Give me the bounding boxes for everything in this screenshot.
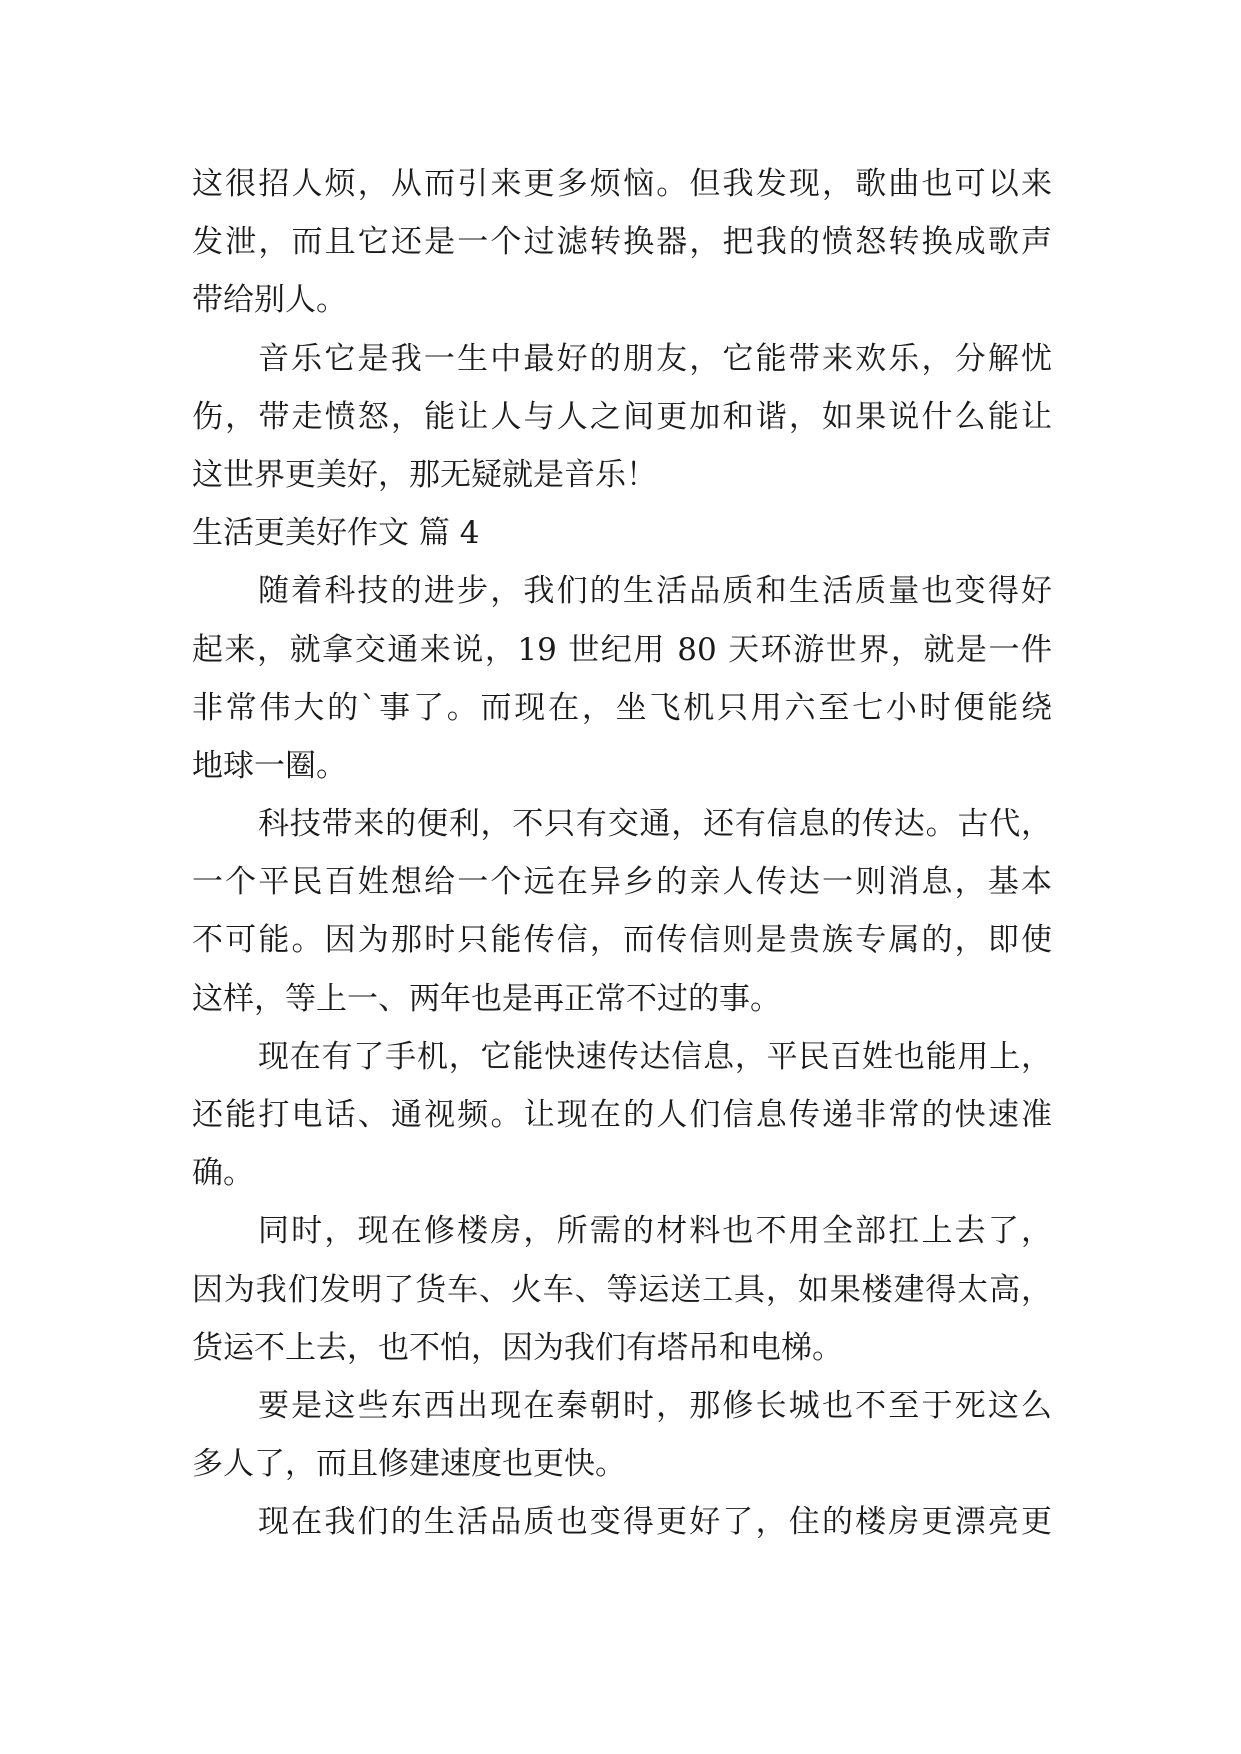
text-line: 还能打电话、通视频。让现在的人们信息传递非常的快速准 — [192, 1097, 1052, 1133]
text-line: 音乐它是我一生中最好的朋友，它能带来欢乐，分解忧 — [258, 340, 1052, 377]
text-line: 确。 — [192, 1155, 254, 1192]
text-line: 同时，现在修楼房，所需的材料也不用全部扛上去了， — [258, 1213, 1052, 1250]
text-line: 带给别人。 — [192, 282, 347, 319]
text-line: 货运不上去，也不怕，因为我们有塔吊和电梯。 — [192, 1329, 843, 1366]
essay-body — [192, 155, 1052, 1552]
text-line: 随着科技的进步，我们的生活品质和生活质量也变得好 — [258, 573, 1052, 610]
text-line: 这世界更美好，那无疑就是音乐！ — [192, 456, 657, 493]
text-line: 科技带来的便利，不只有交通，还有信息的传达。古代， — [258, 806, 1052, 843]
text-line: 现在我们的生活品质也变得更好了，住的楼房更漂亮更 — [258, 1504, 1052, 1541]
text-line: 一个平民百姓想给一个远在异乡的亲人传达一则消息，基本 — [192, 864, 1052, 901]
text-line: 这样，等上一、两年也是再正常不过的事。 — [192, 980, 781, 1017]
text-line: 因为我们发明了货车、火车、等运送工具，如果楼建得太高， — [192, 1271, 1052, 1308]
text-line: 起来，就拿交通来说，19 世纪用 80 天环游世界，就是一件 — [192, 631, 1052, 668]
section-heading: 生活更美好作文 篇 4 — [192, 515, 480, 552]
text-line: 要是这些东西出现在秦朝时，那修长城也不至于死这么 — [258, 1387, 1052, 1424]
text-line: 非常伟大的`事了。而现在，坐飞机只用六至七小时便能绕 — [192, 689, 1052, 726]
text-line: 不可能。因为那时只能传信，而传信则是贵族专属的，即使 — [192, 922, 1052, 959]
text-line: 伤，带走愤怒，能让人与人之间更加和谐，如果说什么能让 — [192, 398, 1052, 435]
text-line: 地球一圈。 — [192, 747, 347, 784]
text-line: 这很招人烦，从而引来更多烦恼。但我发现，歌曲也可以来 — [192, 166, 1052, 202]
text-line: 多人了，而且修建速度也更快。 — [192, 1446, 626, 1483]
text-line: 现在有了手机，它能快速传达信息，平民百姓也能用上， — [258, 1038, 1052, 1075]
text-line: 发泄，而且它还是一个过滤转换器，把我的愤怒转换成歌声 — [192, 224, 1052, 261]
